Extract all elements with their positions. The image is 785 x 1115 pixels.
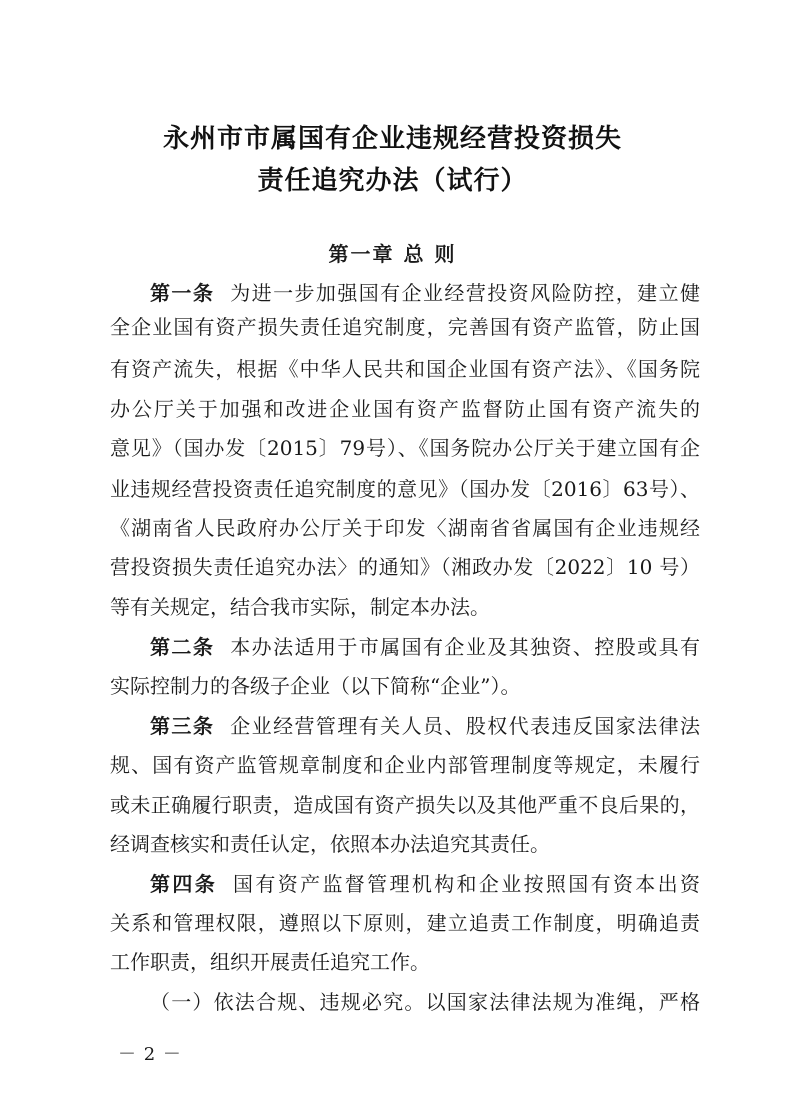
chapter-heading: 第一章 总 则 — [328, 242, 457, 266]
article-1-line-5: 意见》（国办发〔2015〕79号）、《国务院办公厅关于建立国有企 — [110, 436, 700, 460]
article-1-label: 第一条 — [150, 281, 215, 305]
article-1-line-9: 等有关规定，结合我市实际，制定本办法。 — [110, 595, 490, 619]
document-title-line-2: 责任追究办法（试行） — [257, 166, 528, 196]
page-number: － 2 － — [118, 1044, 182, 1065]
article-3-line-2: 规、国有资产监管规章制度和企业内部管理制度等规定，未履行 — [110, 753, 700, 777]
article-1-line-3: 有资产流失，根据《中华人民共和国企业国有资产法》、《国务院 — [110, 357, 700, 381]
article-2-text-1: 本办法适用于市属国有企业及其独资、控股或具有 — [230, 635, 700, 659]
article-3-line-3: 或未正确履行职责，造成国有资产损失以及其他严重不良后果的， — [110, 793, 700, 817]
article-1-line-7: 《湖南省人民政府办公厅关于印发〈湖南省省属国有企业违规经 — [110, 516, 700, 540]
clause-1-line: （一）依法合规、违规必究。以国家法律法规为准绳，严格 — [150, 990, 700, 1014]
article-2-label: 第二条 — [150, 635, 215, 659]
article-1-line-1 — [150, 279, 700, 307]
article-4-line-3: 工作职责，组织开展责任追究工作。 — [110, 950, 430, 974]
article-3-line-4: 经调查核实和责任认定，依照本办法追究其责任。 — [110, 832, 550, 856]
article-3-text-1: 企业经营管理有关人员、股权代表违反国家法律法 — [230, 714, 700, 738]
article-4-line-1 — [150, 870, 700, 898]
document-title-line-1: 永州市市属国有企业违规经营投资损失 — [162, 124, 622, 154]
article-4-line-2: 关系和管理权限，遵照以下原则，建立追责工作制度，明确追责 — [110, 911, 700, 935]
article-1-line-6: 业违规经营投资责任追究制度的意见》（国办发〔2016〕63号）、 — [110, 477, 700, 501]
article-4-text-1: 国有资产监督管理机构和企业按照国有资本出资 — [233, 872, 701, 896]
article-1-line-8: 营投资损失责任追究办法〉的通知》（湘政办发〔2022〕10 号） — [110, 555, 700, 579]
article-1-text-1: 为进一步加强国有企业经营投资风险防控，建立健 — [230, 281, 700, 305]
article-2-line-1 — [150, 633, 700, 661]
article-1-line-4: 办公厅关于加强和改进企业国有资产监督防止国有资产流失的 — [110, 397, 700, 421]
article-1-line-2: 全企业国有资产损失责任追究制度，完善国有资产监管，防止国 — [110, 315, 700, 339]
article-4-label: 第四条 — [150, 872, 218, 896]
article-3-line-1 — [150, 712, 700, 740]
article-3-label: 第三条 — [150, 714, 215, 738]
article-2-line-2: 实际控制力的各级子企业（以下简称“企业”）。 — [110, 674, 521, 698]
